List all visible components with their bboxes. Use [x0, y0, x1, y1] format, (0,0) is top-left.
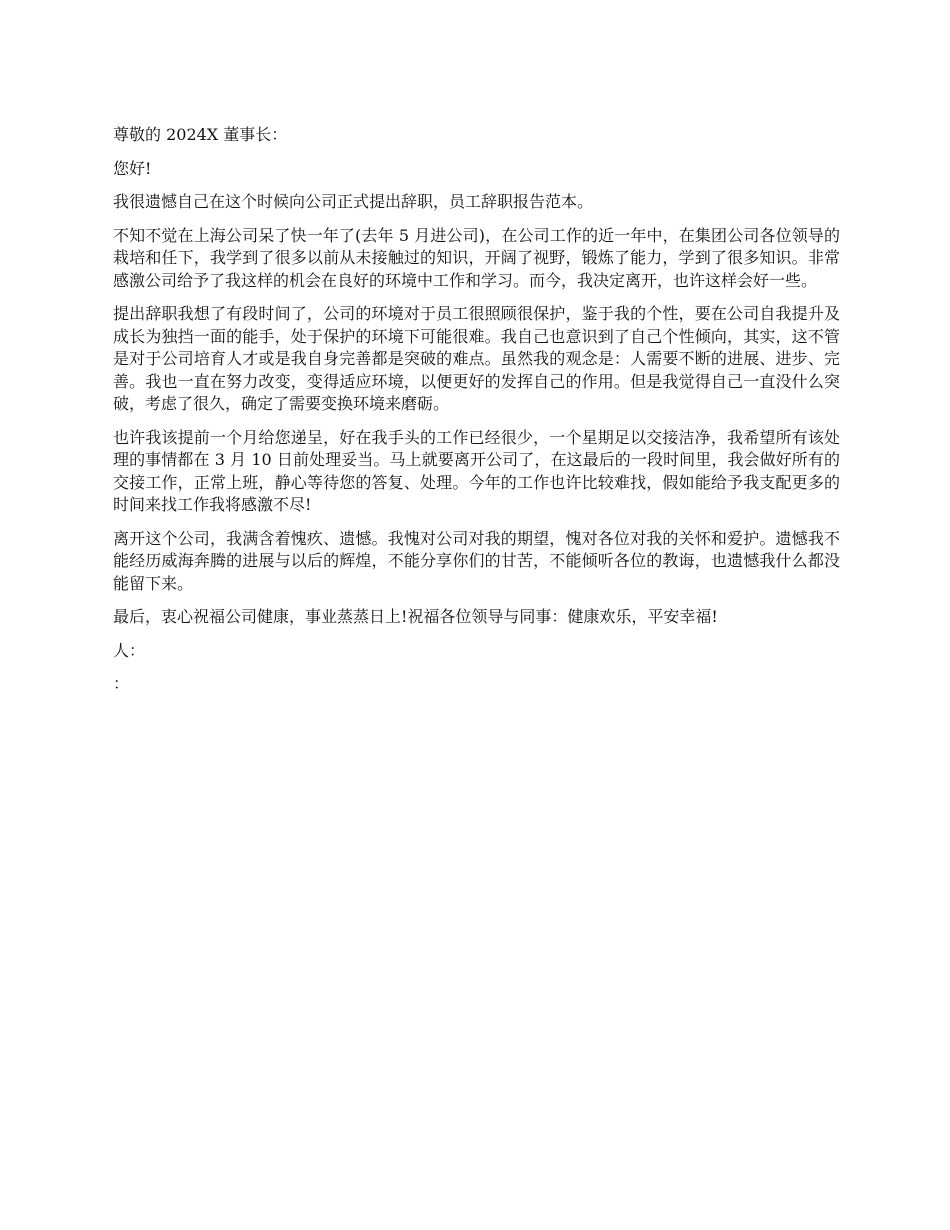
paragraph: 提出辞职我想了有段时间了，公司的环境对于员工很照顾很保护，鉴于我的个性，要在公司自我提升及成长为独挡一面的能手，处于保护的环境下可能很难。我自己也意识到了自己个性倾向，其实，这不管是对于公司培育人才或是我自身完善都是突破的难点。虽然我的观念是：人需要不断的进展、进步、完善。我也一直在努力改变，变得适应环境，以便更好的发挥自己的作用。但是我觉得自己一直没什么突破，考虑了很久，确定了需要变换环境来磨砺。 — [113, 304, 840, 413]
paragraph: 离开这个公司，我满含着愧疚、遗憾。我愧对公司对我的期望，愧对各位对我的关怀和爱护。遗憾我不能经历威海奔腾的进展与以后的辉煌，不能分享你们的甘苦，不能倾听各位的教诲，也遗憾我什么都没能留下来。 — [113, 528, 840, 593]
paragraph: 我很遗憾自己在这个时候向公司正式提出辞职，员工辞职报告范本。 — [113, 192, 594, 211]
closing-paragraph: 最后，衷心祝福公司健康，事业蒸蒸日上!祝福各位领导与同事：健康欢乐，平安幸福! — [113, 607, 718, 626]
salutation: 尊敬的 2024X 董事长： — [113, 125, 288, 144]
date-label: ： — [113, 674, 130, 693]
greeting: 您好! — [113, 158, 152, 178]
signature-label: 人： — [113, 640, 146, 660]
paragraph: 不知不觉在上海公司呆了快一年了(去年 5 月进公司)，在公司工作的近一年中，在集团公司各位领导的栽培和任下，我学到了很多以前从未接触过的知识，开阔了视野，锻炼了能力，学到了很多知识。非常感激公司给予了我这样的机会在良好的环境中工作和学习。而今，我决定离开，也许这样会好一些。 — [113, 225, 840, 290]
paragraph: 也许我该提前一个月给您递呈，好在我手头的工作已经很少，一个星期足以交接洁净，我希望所有该处理的事情都在 3 月 10 日前处理妥当。马上就要离开公司了，在这最后的一段时间里，我会做好所有的交接工作，正常上班，静心等待您的答复、处理。今年的工作也许比较难找，假如能给予我支配更多的时间来找工作我将感激不尽! — [113, 427, 840, 514]
letter-body — [113, 124, 840, 707]
